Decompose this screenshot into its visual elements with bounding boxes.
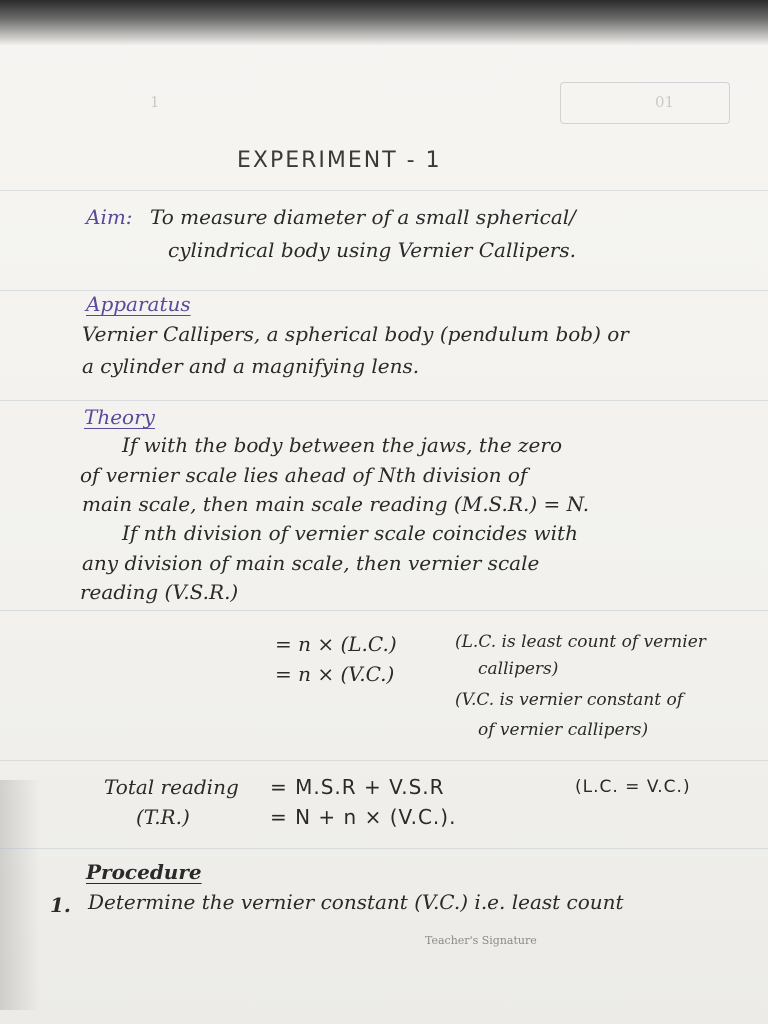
theory-note-3: (V.C. is vernier constant of: [455, 690, 683, 710]
theory-line-5: any division of main scale, then vernier scale: [82, 551, 540, 575]
theory-line-3: main scale, then main scale reading (M.S.R.) = N.: [82, 492, 590, 516]
theory-line-4: If nth division of vernier scale coincides with: [122, 521, 578, 545]
procedure-heading: Procedure: [86, 860, 202, 884]
total-reading-label: Total reading: [104, 775, 239, 799]
page-rule: [0, 760, 768, 761]
procedure-step-number: 1.: [50, 893, 71, 917]
theory-note-2: callipers): [478, 659, 559, 679]
theory-heading: Theory: [84, 405, 155, 429]
page-rule: [0, 190, 768, 191]
apparatus-heading: Apparatus: [86, 292, 191, 316]
theory-line-6: reading (V.S.R.): [80, 580, 239, 604]
page-number-box: [560, 82, 730, 124]
theory-note-4: of vernier callipers): [478, 720, 649, 740]
aim-label: Aim:: [86, 205, 133, 229]
theory-equation-2: = n × (V.C.): [275, 662, 395, 686]
theory-line-1: If with the body between the jaws, the zero: [122, 433, 562, 457]
page-title: EXPERIMENT - 1: [237, 148, 442, 173]
left-shadow: [0, 780, 40, 1010]
apparatus-line-1: Vernier Callipers, a spherical body (pendulum bob) or: [82, 322, 629, 346]
total-equation-2: = N + n × (V.C.).: [270, 805, 457, 829]
theory-note-1: (L.C. is least count of vernier: [455, 632, 706, 652]
page-rule: [0, 400, 768, 401]
top-shadow: [0, 0, 768, 46]
total-equation-1: = M.S.R + V.S.R: [270, 775, 445, 799]
teacher-signature-label: Teacher's Signature: [425, 934, 537, 947]
theory-equation-1: = n × (L.C.): [275, 632, 397, 656]
page-header-right: 01: [655, 93, 675, 111]
page-rule: [0, 610, 768, 611]
page-rule: [0, 848, 768, 849]
theory-line-2: of vernier scale lies ahead of Nth division of: [80, 463, 528, 487]
page-rule: [0, 290, 768, 291]
aim-line-1: To measure diameter of a small spherical/: [150, 205, 576, 229]
aim-line-2: cylindrical body using Vernier Callipers.: [168, 238, 576, 262]
total-reading-abbrev: (T.R.): [136, 805, 190, 829]
page-header-left: 1: [150, 93, 160, 111]
procedure-step-1: Determine the vernier constant (V.C.) i.e. least count: [88, 890, 624, 914]
apparatus-line-2: a cylinder and a magnifying lens.: [82, 354, 420, 378]
total-note: (L.C. = V.C.): [575, 777, 691, 797]
